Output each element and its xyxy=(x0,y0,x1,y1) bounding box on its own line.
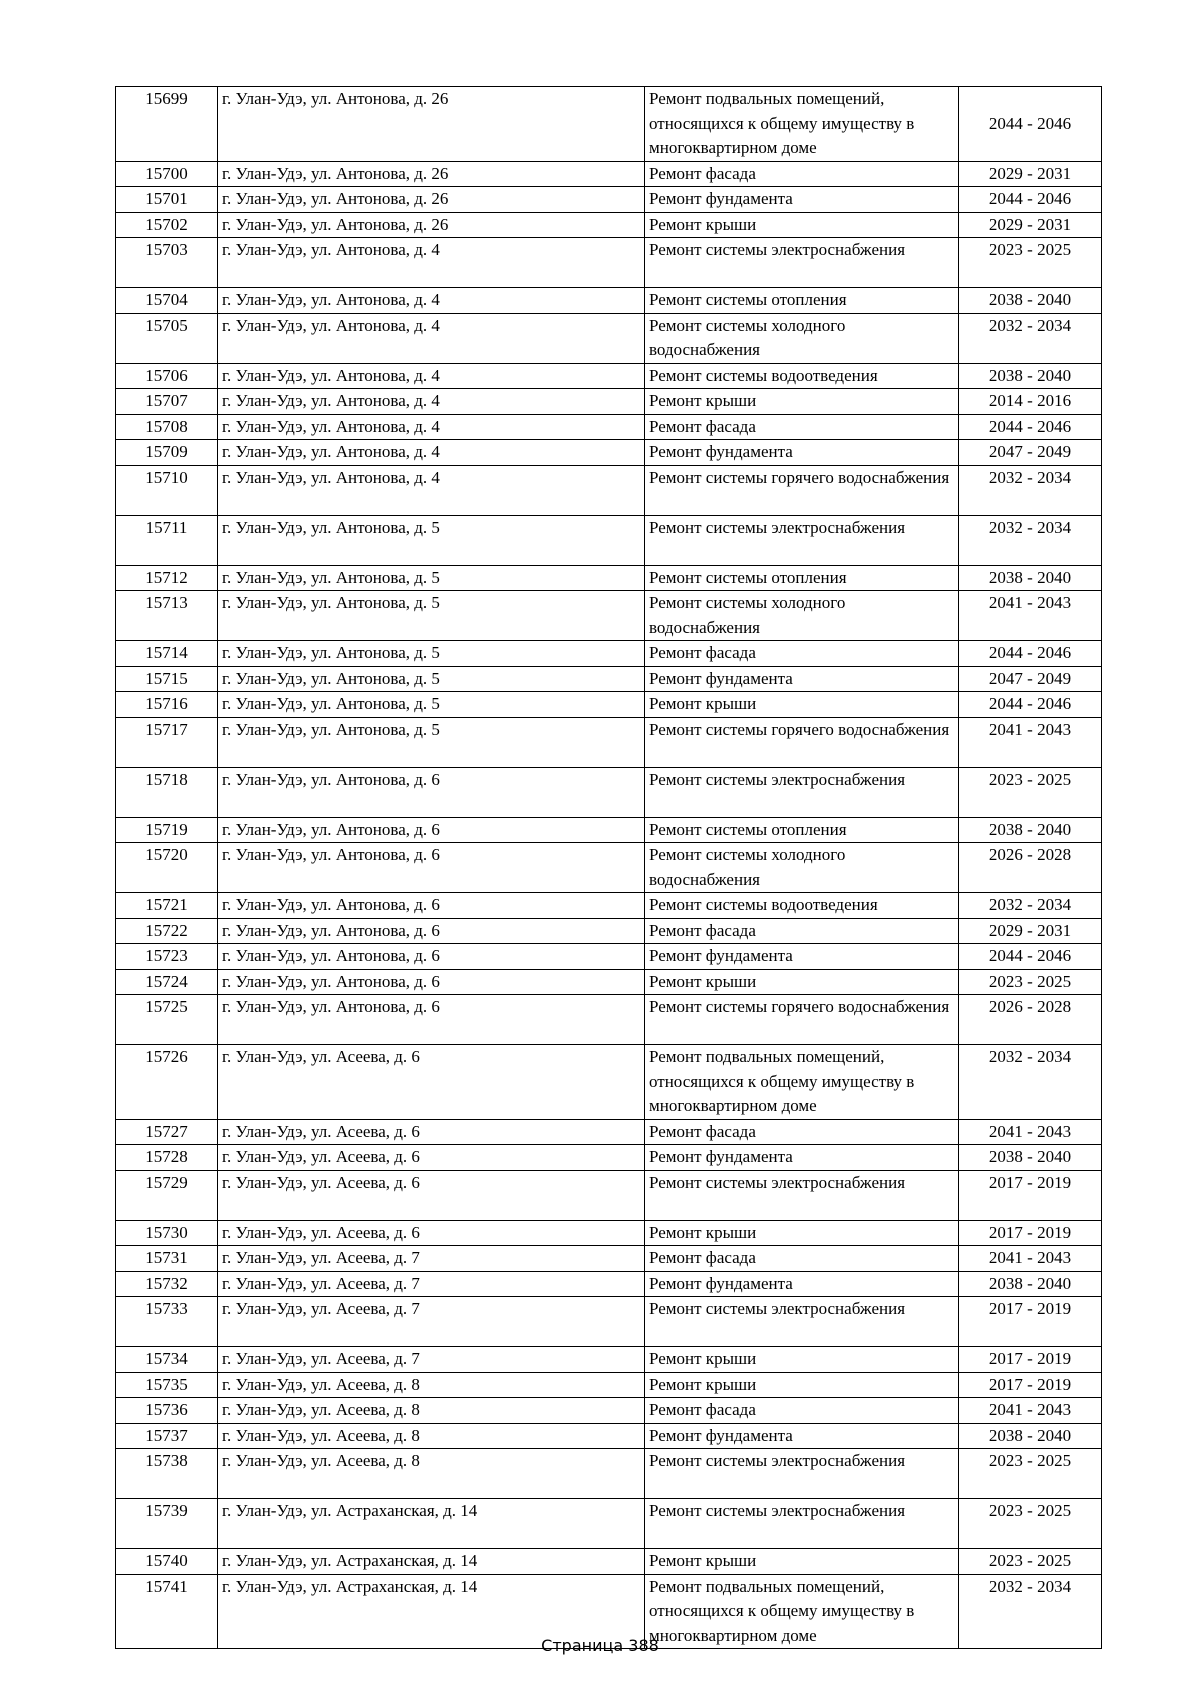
period-cell: 2026 - 2028 xyxy=(959,995,1102,1045)
row-number: 15703 xyxy=(116,238,218,288)
work-type-cell: Ремонт системы отопления xyxy=(645,817,959,843)
work-type-cell: Ремонт системы водоотведения xyxy=(645,893,959,919)
work-type-cell: Ремонт фундамента xyxy=(645,666,959,692)
period-cell: 2038 - 2040 xyxy=(959,817,1102,843)
period-cell: 2041 - 2043 xyxy=(959,1119,1102,1145)
address-cell: г. Улан-Удэ, ул. Антонова, д. 4 xyxy=(218,440,645,466)
address-cell: г. Улан-Удэ, ул. Антонова, д. 5 xyxy=(218,692,645,718)
table-row xyxy=(116,414,1102,440)
table-row xyxy=(116,666,1102,692)
period-cell: 2017 - 2019 xyxy=(959,1297,1102,1347)
address-cell: г. Улан-Удэ, ул. Антонова, д. 26 xyxy=(218,212,645,238)
address-cell: г. Улан-Удэ, ул. Асеева, д. 8 xyxy=(218,1449,645,1499)
table-row xyxy=(116,313,1102,363)
row-number: 15713 xyxy=(116,591,218,641)
work-type-cell: Ремонт крыши xyxy=(645,1549,959,1575)
row-number: 15734 xyxy=(116,1347,218,1373)
table-row xyxy=(116,1220,1102,1246)
table-row xyxy=(116,288,1102,314)
address-cell: г. Улан-Удэ, ул. Астраханская, д. 14 xyxy=(218,1549,645,1575)
address-cell: г. Улан-Удэ, ул. Антонова, д. 6 xyxy=(218,969,645,995)
table-row xyxy=(116,238,1102,288)
work-type-cell: Ремонт системы отопления xyxy=(645,565,959,591)
period-cell: 2014 - 2016 xyxy=(959,389,1102,415)
work-type-cell: Ремонт системы электроснабжения xyxy=(645,238,959,288)
period-cell: 2023 - 2025 xyxy=(959,238,1102,288)
work-type-cell: Ремонт системы горячего водоснабжения xyxy=(645,717,959,767)
address-cell: г. Улан-Удэ, ул. Антонова, д. 4 xyxy=(218,313,645,363)
work-type-cell: Ремонт крыши xyxy=(645,389,959,415)
row-number: 15732 xyxy=(116,1271,218,1297)
row-number: 15702 xyxy=(116,212,218,238)
work-type-cell: Ремонт системы водоотведения xyxy=(645,363,959,389)
row-number: 15740 xyxy=(116,1549,218,1575)
period-cell: 2044 - 2046 xyxy=(959,414,1102,440)
table-body xyxy=(116,87,1102,1649)
address-cell: г. Улан-Удэ, ул. Антонова, д. 6 xyxy=(218,817,645,843)
row-number: 15739 xyxy=(116,1499,218,1549)
row-number: 15717 xyxy=(116,717,218,767)
address-cell: г. Улан-Удэ, ул. Антонова, д. 5 xyxy=(218,641,645,667)
table-row xyxy=(116,1297,1102,1347)
row-number: 15730 xyxy=(116,1220,218,1246)
row-number: 15718 xyxy=(116,767,218,817)
work-type-cell: Ремонт системы электроснабжения xyxy=(645,767,959,817)
row-number: 15729 xyxy=(116,1170,218,1220)
work-type-cell: Ремонт фундамента xyxy=(645,1423,959,1449)
row-number: 15721 xyxy=(116,893,218,919)
address-cell: г. Улан-Удэ, ул. Асеева, д. 7 xyxy=(218,1271,645,1297)
work-type-cell: Ремонт системы горячего водоснабжения xyxy=(645,465,959,515)
table-row xyxy=(116,1549,1102,1575)
address-cell: г. Улан-Удэ, ул. Антонова, д. 5 xyxy=(218,666,645,692)
work-type-cell: Ремонт крыши xyxy=(645,1347,959,1373)
table-row xyxy=(116,465,1102,515)
work-type-cell: Ремонт крыши xyxy=(645,692,959,718)
table-row xyxy=(116,1145,1102,1171)
work-type-cell: Ремонт подвальных помещений, относящихся к общему имуществу в многоквартирном доме xyxy=(645,87,959,162)
address-cell: г. Улан-Удэ, ул. Асеева, д. 8 xyxy=(218,1398,645,1424)
address-cell: г. Улан-Удэ, ул. Асеева, д. 8 xyxy=(218,1372,645,1398)
period-cell: 2044 - 2046 xyxy=(959,692,1102,718)
work-type-cell: Ремонт фундамента xyxy=(645,944,959,970)
table-row xyxy=(116,767,1102,817)
row-number: 15705 xyxy=(116,313,218,363)
row-number: 15709 xyxy=(116,440,218,466)
row-number: 15735 xyxy=(116,1372,218,1398)
period-cell: 2023 - 2025 xyxy=(959,1499,1102,1549)
row-number: 15715 xyxy=(116,666,218,692)
row-number: 15737 xyxy=(116,1423,218,1449)
period-cell: 2032 - 2034 xyxy=(959,893,1102,919)
period-cell: 2041 - 2043 xyxy=(959,591,1102,641)
table-row xyxy=(116,1499,1102,1549)
address-cell: г. Улан-Удэ, ул. Антонова, д. 4 xyxy=(218,288,645,314)
period-cell: 2026 - 2028 xyxy=(959,843,1102,893)
row-number: 15741 xyxy=(116,1574,218,1649)
period-cell: 2032 - 2034 xyxy=(959,313,1102,363)
row-number: 15700 xyxy=(116,161,218,187)
work-type-cell: Ремонт системы холодного водоснабжения xyxy=(645,591,959,641)
work-type-cell: Ремонт фундамента xyxy=(645,1271,959,1297)
table-row xyxy=(116,1372,1102,1398)
period-cell: 2044 - 2046 xyxy=(959,187,1102,213)
period-cell: 2044 - 2046 xyxy=(959,944,1102,970)
table-row xyxy=(116,717,1102,767)
address-cell: г. Улан-Удэ, ул. Антонова, д. 5 xyxy=(218,515,645,565)
row-number: 15704 xyxy=(116,288,218,314)
table-row xyxy=(116,161,1102,187)
table-row xyxy=(116,1170,1102,1220)
address-cell: г. Улан-Удэ, ул. Асеева, д. 7 xyxy=(218,1347,645,1373)
table-row xyxy=(116,995,1102,1045)
table-row xyxy=(116,515,1102,565)
table-row xyxy=(116,843,1102,893)
work-type-cell: Ремонт фасада xyxy=(645,1119,959,1145)
period-cell: 2044 - 2046 xyxy=(959,641,1102,667)
row-number: 15720 xyxy=(116,843,218,893)
address-cell: г. Улан-Удэ, ул. Антонова, д. 6 xyxy=(218,944,645,970)
address-cell: г. Улан-Удэ, ул. Антонова, д. 6 xyxy=(218,893,645,919)
work-type-cell: Ремонт системы электроснабжения xyxy=(645,515,959,565)
period-cell: 2038 - 2040 xyxy=(959,363,1102,389)
row-number: 15701 xyxy=(116,187,218,213)
period-cell: 2032 - 2034 xyxy=(959,515,1102,565)
work-type-cell: Ремонт системы холодного водоснабжения xyxy=(645,313,959,363)
address-cell: г. Улан-Удэ, ул. Антонова, д. 26 xyxy=(218,187,645,213)
address-cell: г. Улан-Удэ, ул. Антонова, д. 4 xyxy=(218,363,645,389)
work-type-cell: Ремонт системы электроснабжения xyxy=(645,1449,959,1499)
row-number: 15726 xyxy=(116,1045,218,1120)
row-number: 15738 xyxy=(116,1449,218,1499)
row-number: 15723 xyxy=(116,944,218,970)
row-number: 15708 xyxy=(116,414,218,440)
table-row xyxy=(116,212,1102,238)
address-cell: г. Улан-Удэ, ул. Антонова, д. 26 xyxy=(218,87,645,162)
address-cell: г. Улан-Удэ, ул. Антонова, д. 6 xyxy=(218,767,645,817)
table-row xyxy=(116,893,1102,919)
period-cell: 2032 - 2034 xyxy=(959,1045,1102,1120)
row-number: 15711 xyxy=(116,515,218,565)
work-type-cell: Ремонт фасада xyxy=(645,641,959,667)
address-cell: г. Улан-Удэ, ул. Антонова, д. 5 xyxy=(218,591,645,641)
address-cell: г. Улан-Удэ, ул. Антонова, д. 6 xyxy=(218,995,645,1045)
table-row xyxy=(116,87,1102,162)
work-type-cell: Ремонт фасада xyxy=(645,918,959,944)
address-cell: г. Улан-Удэ, ул. Антонова, д. 4 xyxy=(218,389,645,415)
address-cell: г. Улан-Удэ, ул. Асеева, д. 6 xyxy=(218,1145,645,1171)
address-cell: г. Улан-Удэ, ул. Астраханская, д. 14 xyxy=(218,1499,645,1549)
period-cell: 2023 - 2025 xyxy=(959,1549,1102,1575)
row-number: 15722 xyxy=(116,918,218,944)
period-cell: 2017 - 2019 xyxy=(959,1170,1102,1220)
period-cell: 2047 - 2049 xyxy=(959,666,1102,692)
period-cell: 2038 - 2040 xyxy=(959,1145,1102,1171)
work-type-cell: Ремонт фасада xyxy=(645,1398,959,1424)
work-type-cell: Ремонт системы горячего водоснабжения xyxy=(645,995,959,1045)
table-row xyxy=(116,1398,1102,1424)
period-cell: 2032 - 2034 xyxy=(959,465,1102,515)
address-cell: г. Улан-Удэ, ул. Асеева, д. 7 xyxy=(218,1297,645,1347)
period-cell: 2038 - 2040 xyxy=(959,288,1102,314)
period-cell: 2017 - 2019 xyxy=(959,1347,1102,1373)
table-row xyxy=(116,565,1102,591)
table-row xyxy=(116,389,1102,415)
address-cell: г. Улан-Удэ, ул. Антонова, д. 4 xyxy=(218,465,645,515)
row-number: 15727 xyxy=(116,1119,218,1145)
row-number: 15728 xyxy=(116,1145,218,1171)
address-cell: г. Улан-Удэ, ул. Асеева, д. 6 xyxy=(218,1170,645,1220)
address-cell: г. Улан-Удэ, ул. Антонова, д. 5 xyxy=(218,717,645,767)
page-number: Страница 388 xyxy=(541,1636,659,1655)
row-number: 15712 xyxy=(116,565,218,591)
row-number: 15733 xyxy=(116,1297,218,1347)
table-row xyxy=(116,944,1102,970)
period-cell: 2041 - 2043 xyxy=(959,1398,1102,1424)
table-row xyxy=(116,1246,1102,1272)
table-row xyxy=(116,641,1102,667)
period-cell: 2023 - 2025 xyxy=(959,767,1102,817)
address-cell: г. Улан-Удэ, ул. Асеева, д. 6 xyxy=(218,1220,645,1246)
period-cell: 2038 - 2040 xyxy=(959,565,1102,591)
address-cell: г. Улан-Удэ, ул. Антонова, д. 26 xyxy=(218,161,645,187)
address-cell: г. Улан-Удэ, ул. Асеева, д. 7 xyxy=(218,1246,645,1272)
period-cell: 2032 - 2034 xyxy=(959,1574,1102,1649)
row-number: 15725 xyxy=(116,995,218,1045)
table-row xyxy=(116,817,1102,843)
address-cell: г. Улан-Удэ, ул. Антонова, д. 5 xyxy=(218,565,645,591)
period-cell: 2017 - 2019 xyxy=(959,1220,1102,1246)
work-type-cell: Ремонт крыши xyxy=(645,212,959,238)
period-cell: 2029 - 2031 xyxy=(959,161,1102,187)
work-type-cell: Ремонт фасада xyxy=(645,414,959,440)
row-number: 15714 xyxy=(116,641,218,667)
row-number: 15716 xyxy=(116,692,218,718)
table-row xyxy=(116,1119,1102,1145)
work-type-cell: Ремонт крыши xyxy=(645,969,959,995)
row-number: 15707 xyxy=(116,389,218,415)
work-type-cell: Ремонт подвальных помещений, относящихся к общему имуществу в многоквартирном доме xyxy=(645,1574,959,1649)
address-cell: г. Улан-Удэ, ул. Антонова, д. 6 xyxy=(218,843,645,893)
row-number: 15706 xyxy=(116,363,218,389)
work-type-cell: Ремонт фундамента xyxy=(645,440,959,466)
work-type-cell: Ремонт фундамента xyxy=(645,1145,959,1171)
address-cell: г. Улан-Удэ, ул. Асеева, д. 8 xyxy=(218,1423,645,1449)
period-cell: 2038 - 2040 xyxy=(959,1271,1102,1297)
address-cell: г. Улан-Удэ, ул. Астраханская, д. 14 xyxy=(218,1574,645,1649)
period-cell: 2023 - 2025 xyxy=(959,969,1102,995)
period-cell: 2047 - 2049 xyxy=(959,440,1102,466)
table-row xyxy=(116,969,1102,995)
period-cell: 2029 - 2031 xyxy=(959,212,1102,238)
row-number: 15719 xyxy=(116,817,218,843)
period-cell: 2041 - 2043 xyxy=(959,717,1102,767)
work-type-cell: Ремонт системы отопления xyxy=(645,288,959,314)
table-row xyxy=(116,363,1102,389)
table-row xyxy=(116,440,1102,466)
work-type-cell: Ремонт системы холодного водоснабжения xyxy=(645,843,959,893)
address-cell: г. Улан-Удэ, ул. Антонова, д. 4 xyxy=(218,238,645,288)
repair-schedule-table xyxy=(115,86,1102,1649)
table-row xyxy=(116,1449,1102,1499)
table-row xyxy=(116,1347,1102,1373)
table-row xyxy=(116,187,1102,213)
table-row xyxy=(116,1045,1102,1120)
row-number: 15731 xyxy=(116,1246,218,1272)
table-row xyxy=(116,692,1102,718)
work-type-cell: Ремонт крыши xyxy=(645,1220,959,1246)
table-row xyxy=(116,591,1102,641)
period-cell: 2017 - 2019 xyxy=(959,1372,1102,1398)
work-type-cell: Ремонт фасада xyxy=(645,1246,959,1272)
row-number: 15710 xyxy=(116,465,218,515)
period-cell: 2023 - 2025 xyxy=(959,1449,1102,1499)
period-cell: 2029 - 2031 xyxy=(959,918,1102,944)
table-row xyxy=(116,918,1102,944)
period-cell: 2041 - 2043 xyxy=(959,1246,1102,1272)
address-cell: г. Улан-Удэ, ул. Антонова, д. 4 xyxy=(218,414,645,440)
period-cell: 2044 - 2046 xyxy=(959,87,1102,162)
table-row xyxy=(116,1423,1102,1449)
row-number: 15724 xyxy=(116,969,218,995)
work-type-cell: Ремонт системы электроснабжения xyxy=(645,1297,959,1347)
work-type-cell: Ремонт фундамента xyxy=(645,187,959,213)
work-type-cell: Ремонт системы электроснабжения xyxy=(645,1170,959,1220)
work-type-cell: Ремонт подвальных помещений, относящихся к общему имуществу в многоквартирном доме xyxy=(645,1045,959,1120)
work-type-cell: Ремонт системы электроснабжения xyxy=(645,1499,959,1549)
work-type-cell: Ремонт крыши xyxy=(645,1372,959,1398)
address-cell: г. Улан-Удэ, ул. Асеева, д. 6 xyxy=(218,1119,645,1145)
row-number: 15699 xyxy=(116,87,218,162)
address-cell: г. Улан-Удэ, ул. Антонова, д. 6 xyxy=(218,918,645,944)
table-row xyxy=(116,1271,1102,1297)
row-number: 15736 xyxy=(116,1398,218,1424)
work-type-cell: Ремонт фасада xyxy=(645,161,959,187)
address-cell: г. Улан-Удэ, ул. Асеева, д. 6 xyxy=(218,1045,645,1120)
period-cell: 2038 - 2040 xyxy=(959,1423,1102,1449)
